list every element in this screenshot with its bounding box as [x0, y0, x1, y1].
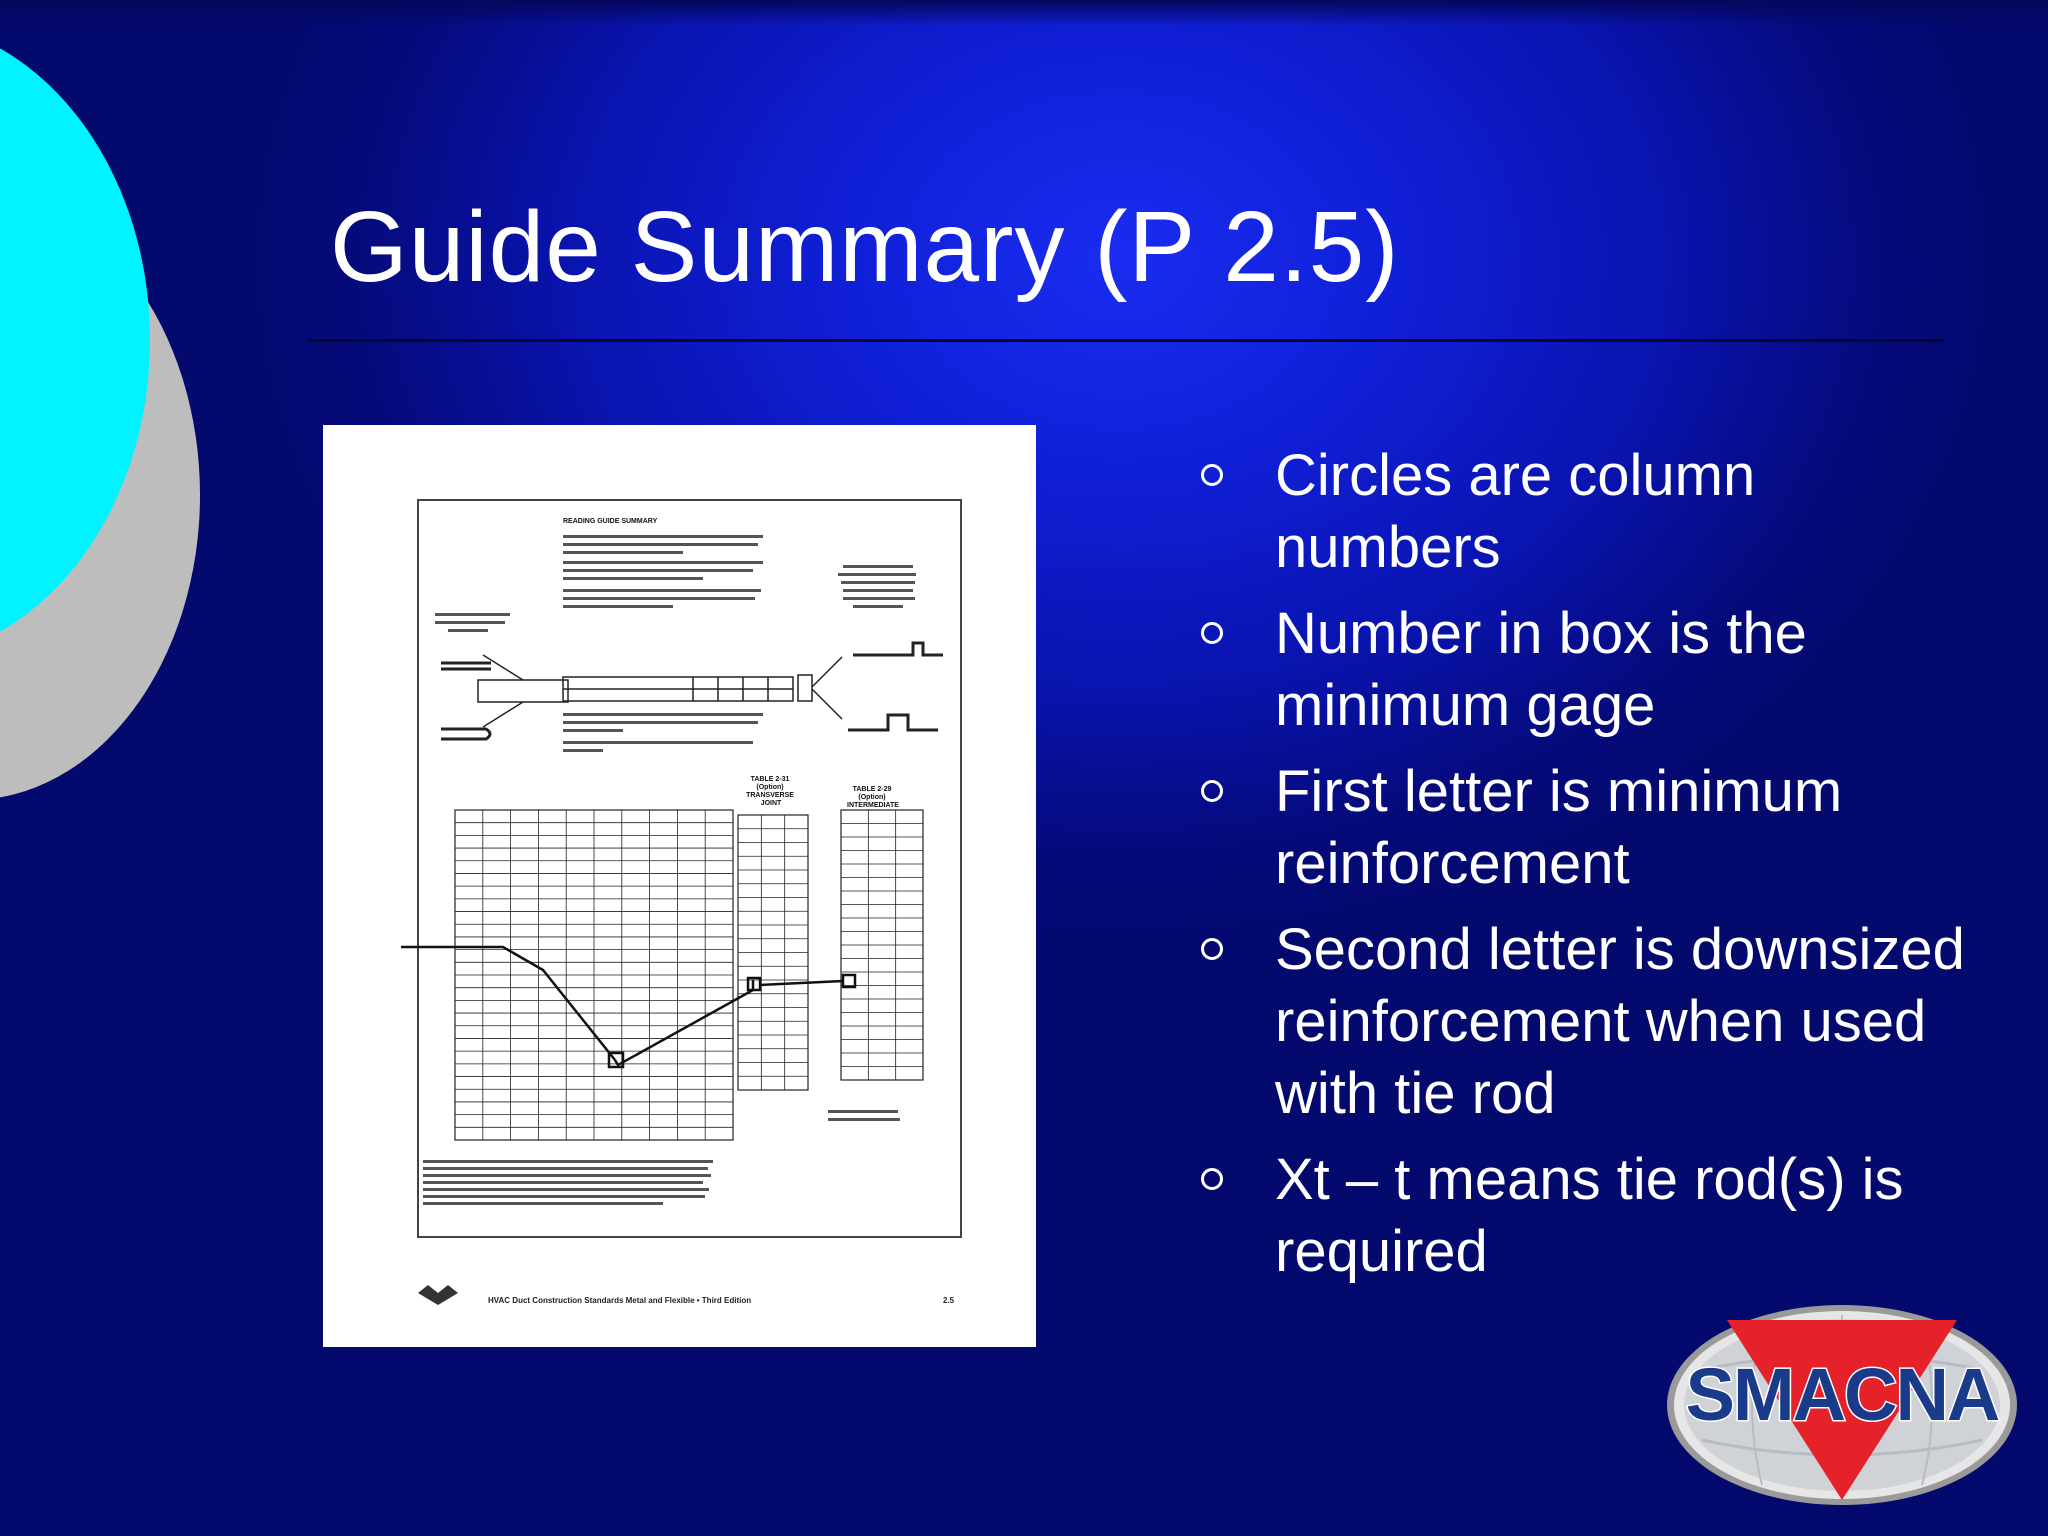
bullet-text: Second letter is downsized reinforcement when used with tie rod [1275, 917, 1965, 1126]
bullet-item [1195, 914, 1995, 1130]
bullet-text: Number in box is the minimum gage [1275, 601, 1807, 738]
doc-page-number: 2.5 [943, 1296, 955, 1305]
table-2-29-label: TABLE 2-29 (Option) INTERMEDIATE [847, 786, 899, 809]
table-2-31-label: TABLE 2-31 (Option) TRANSVERSE JOINT [746, 776, 794, 807]
circle-bullet-icon [1201, 1168, 1223, 1190]
smacna-logo [1662, 1300, 2022, 1510]
circle-bullet-icon [1201, 622, 1223, 644]
doc-footer: HVAC Duct Construction Standards Metal and Flexible • Third Edition [488, 1296, 752, 1305]
bullet-item [1195, 756, 1995, 900]
bullet-item [1195, 1144, 1995, 1288]
title-divider [308, 339, 1944, 342]
bullet-item [1195, 598, 1995, 742]
bullet-text: Xt – t means tie rod(s) is required [1275, 1147, 1904, 1284]
document-scan-image [323, 425, 1036, 1347]
bullet-list [1195, 440, 1995, 1302]
bullet-text: Circles are column numbers [1275, 443, 1756, 580]
circle-bullet-icon [1201, 938, 1223, 960]
slide-title: Guide Summary (P 2.5) [330, 191, 1400, 303]
top-shadow-band [0, 0, 2048, 26]
bullet-text: First letter is minimum reinforcement [1275, 759, 1843, 896]
circle-bullet-icon [1201, 464, 1223, 486]
circle-bullet-icon [1201, 780, 1223, 802]
bullet-item [1195, 440, 1995, 584]
doc-heading: READING GUIDE SUMMARY [563, 518, 658, 525]
logo-text: SMACNA [1685, 1353, 1999, 1436]
